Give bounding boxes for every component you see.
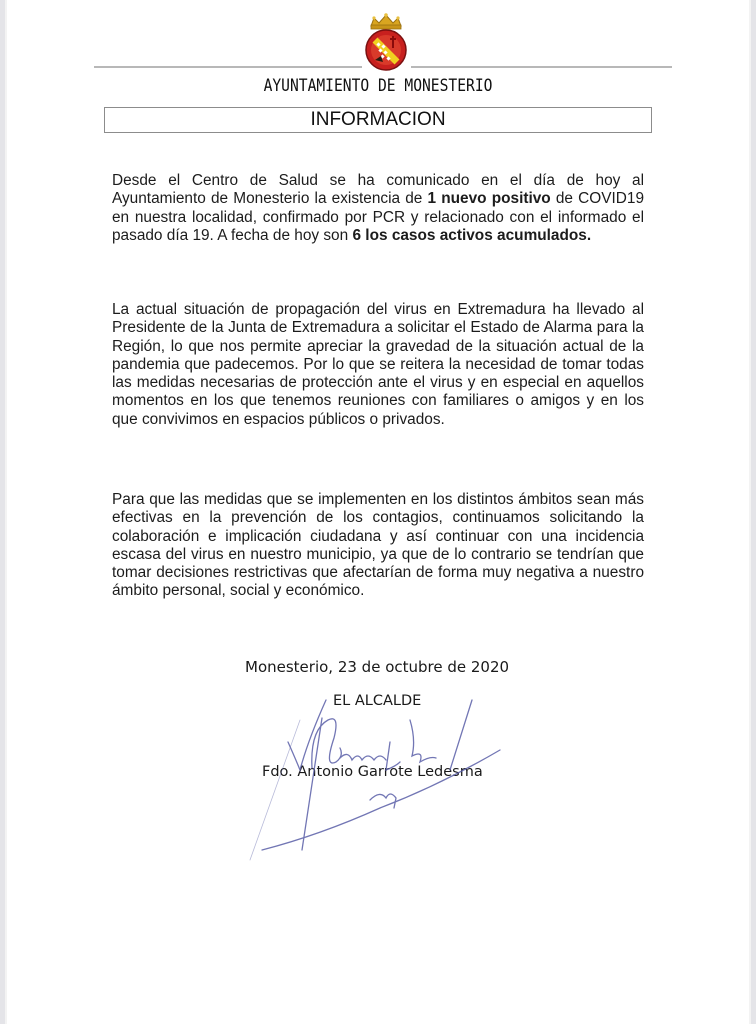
place-date: Monesterio, 23 de octubre de 2020 [245, 658, 510, 676]
coat-of-arms-icon [361, 12, 411, 72]
section-title: INFORMACION [310, 109, 446, 130]
text-segment: Desde el Centro de Salud se ha comunicado en el día de hoy al Ayuntamiento de Monesterio la existencia de [112, 172, 644, 208]
header-rule-right [411, 66, 672, 68]
section-title-box [104, 107, 652, 133]
active-cases-count: 6 los casos activos acumulados. [352, 226, 592, 244]
organization-title: AYUNTAMIENTO DE MONESTERIO [263, 76, 493, 96]
paragraph-cases [112, 172, 644, 245]
page-edge-right-shade [749, 0, 751, 1024]
paragraph-state-of-alarm [112, 301, 644, 429]
text-segment: La actual situación de propagación del virus en Extremadura ha llevado al Presidente de la Junta de Extremadura a solicitar el Estado de Alarma para la Región, lo que nos permite apreciar la gravedad de la situación actual de la pandemia que padecemos. Por lo que se reitera la necesidad de tomar todas las medidas necesarias de protección ante el virus y en especial en aquellos momentos en los que tenemos reuniones con familiares o amigos y en los que convivimos en espacios públicos o privados. [112, 301, 644, 428]
page-edge-left-shade [5, 0, 7, 1024]
signer-name: Fdo. Antonio Garrote Ledesma [262, 764, 483, 780]
text-segment: Para que las medidas que se implementen en los distintos ámbitos sean más efectivas en la prevención de los contagios, continuamos solicitando la colaboración e implicación ciudadana y así continuar con una incidencia escasa del virus en nuestro municipio, ya que de lo contrario se tendrían que tomar decisiones restrictivas que afectarían de forma muy negativa a nuestro ámbito personal, social y económico. [112, 491, 644, 600]
signer-role: EL ALCALDE [333, 693, 422, 709]
page-edge-right [751, 0, 756, 1024]
text-segment: de COVID19 en nuestra localidad, confirmado por PCR y relacionado con el informado el pasado día 19. A fecha de hoy son [112, 190, 644, 244]
header-rule-left [94, 66, 362, 68]
paragraph-collaboration [112, 491, 644, 601]
new-positive-count: 1 nuevo positivo [427, 190, 551, 208]
handwritten-signature-icon [240, 690, 520, 870]
